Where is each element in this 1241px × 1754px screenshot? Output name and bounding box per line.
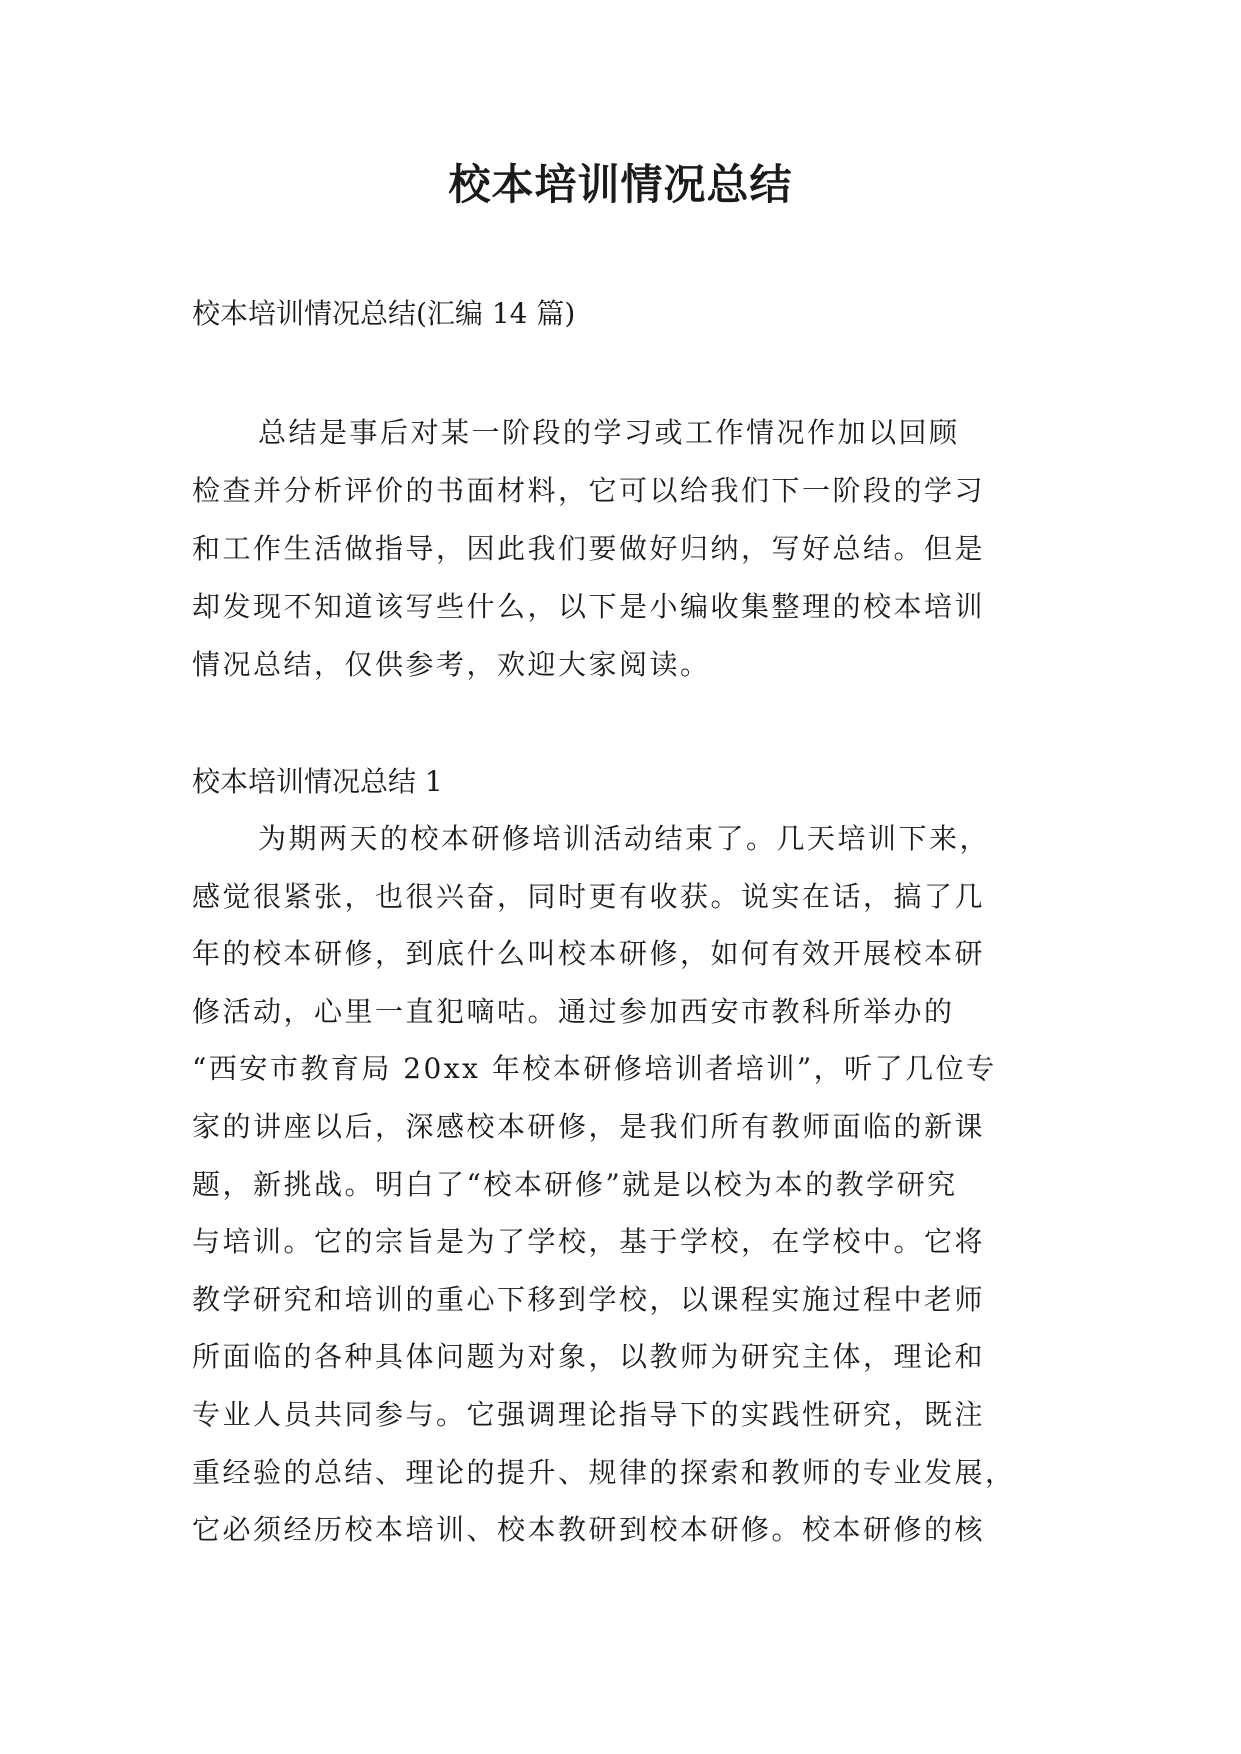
intro-line: 和工作生活做指导，因此我们要做好归纳，写好总结。但是 [192,532,986,565]
intro-line: 情况总结，仅供参考，欢迎大家阅读。 [192,648,711,681]
body-line: 教学研究和培训的重心下移到学校，以课程实施过程中老师 [192,1282,986,1316]
document-subtitle: 校本培训情况总结(汇编 14 篇) [192,297,576,330]
body-line: 它必须经历校本培训、校本教研到校本研修。校本研修的核 [192,1513,986,1547]
section-heading: 校本培训情况总结 1 [192,765,443,798]
body-line: 为期两天的校本研修培训活动结束了。几天培训下来， [258,822,991,855]
body-line: 年的校本研修，到底什么叫校本研修，如何有效开展校本研 [192,937,986,971]
body-line: 所面临的各种具体问题为对象，以教师为研究主体，理论和 [192,1340,986,1374]
document-title: 校本培训情况总结 [448,160,793,209]
intro-line: 总结是事后对某一阶段的学习或工作情况作加以回顾 [258,416,960,449]
body-line: 修活动，心里一直犯嘀咕。通过参加西安市教科所举办的 [192,994,955,1028]
body-line: 家的讲座以后，深感校本研修，是我们所有教师面临的新课 [192,1109,986,1143]
body-line: 感觉很紧张，也很兴奋，同时更有收获。说实在话，搞了几 [192,879,986,913]
intro-line: 却发现不知道该写些什么，以下是小编收集整理的校本培训 [192,590,986,623]
body-line: 题，新挑战。明白了“校本研修”就是以校为本的教学研究 [192,1167,958,1201]
intro-line: 检查并分析评价的书面材料，它可以给我们下一阶段的学习 [192,474,986,507]
body-line: 与培训。它的宗旨是为了学校，基于学校，在学校中。它将 [192,1225,986,1259]
body-line: “西安市教育局 20xx 年校本研修培训者培训”，听了几位专 [192,1052,997,1086]
body-line: 专业人员共同参与。它强调理论指导下的实践性研究，既注 [192,1397,986,1431]
intro-paragraph [192,404,1052,694]
body-line: 重经验的总结、理论的提升、规律的探索和教师的专业发展， [192,1455,1016,1489]
section-body-paragraph [192,810,1052,1559]
